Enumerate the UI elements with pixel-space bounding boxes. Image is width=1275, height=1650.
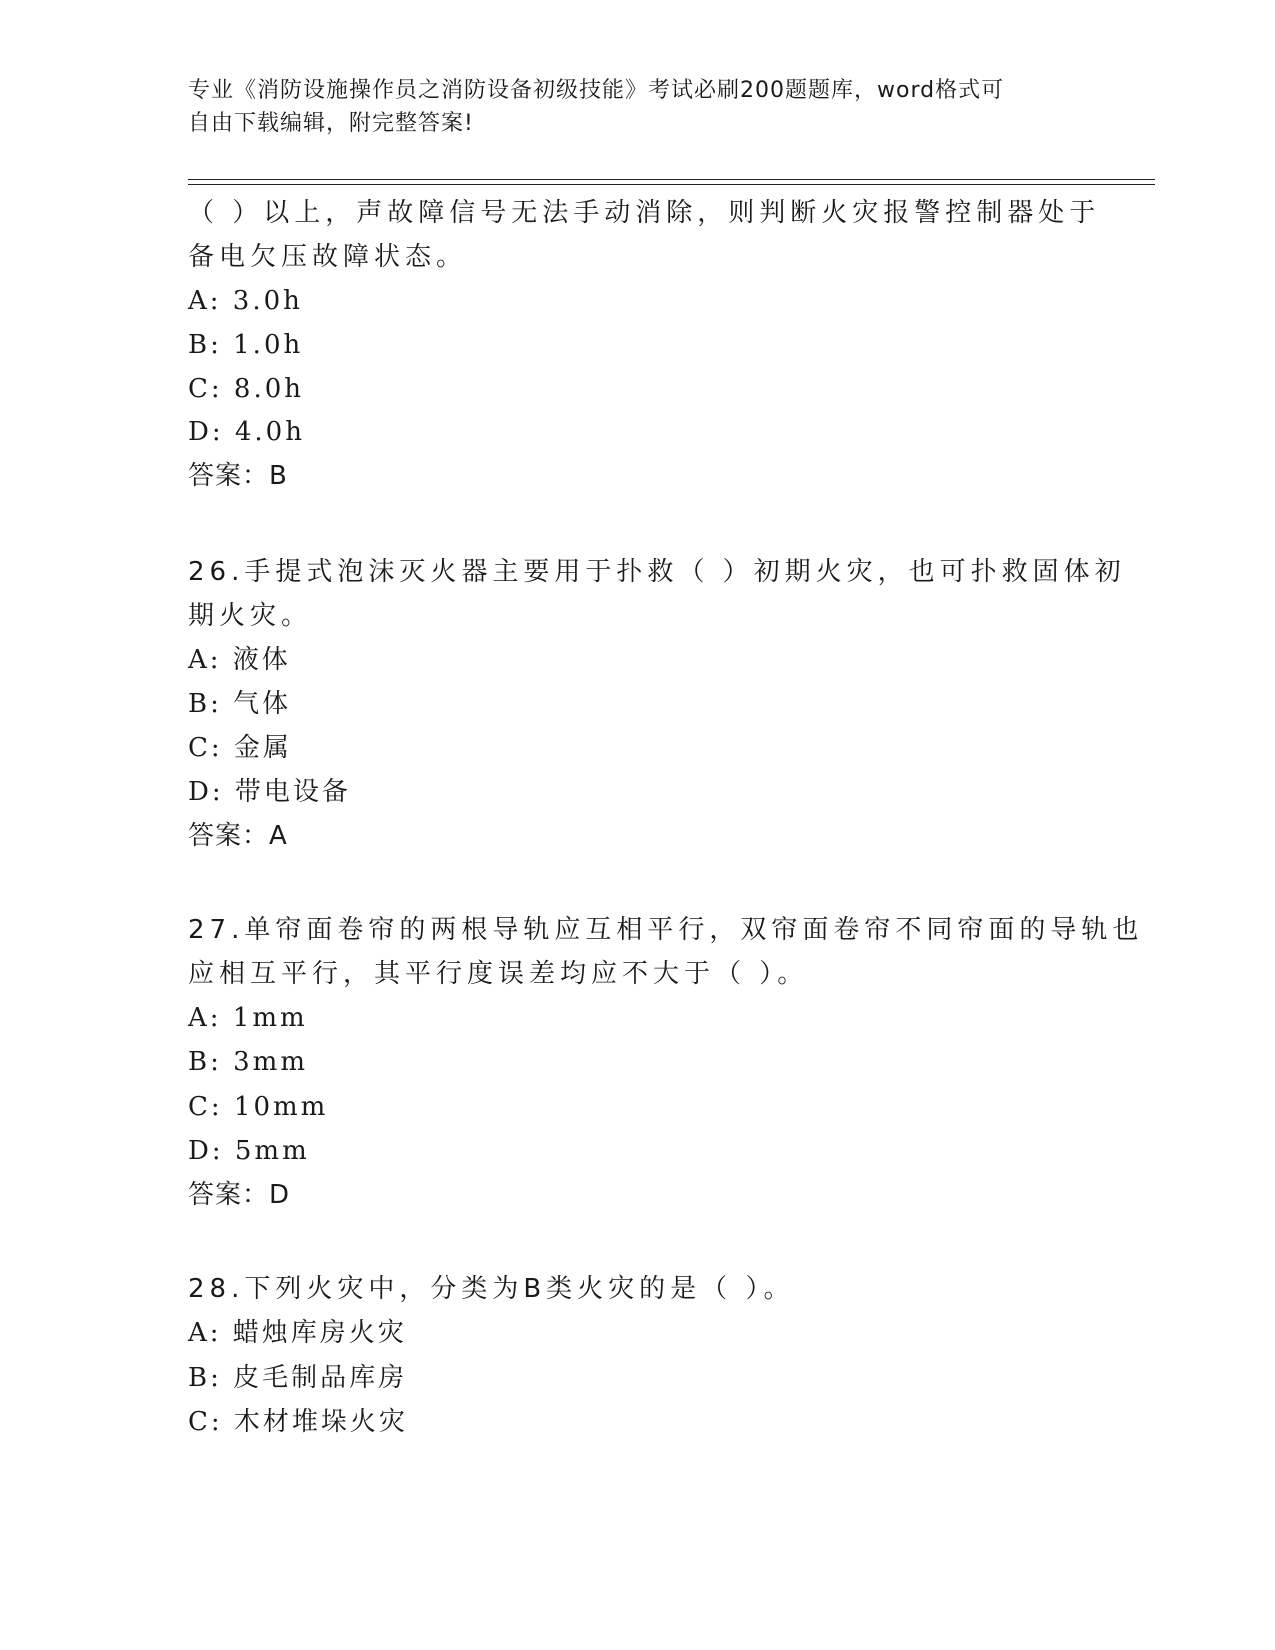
question-28-option-c: C: 木材堆垛火灾 [188,1407,408,1437]
question-26-option-c: C: 金属 [188,733,292,763]
question-27-answer: 答案：D [188,1180,291,1210]
question-25-option-a: A: 3.0h [188,286,303,316]
document-header [188,74,1088,140]
question-27-option-b: B: 3mm [188,1047,308,1077]
question-25-stem-line-1: （ ）以上，声故障信号无法手动消除，则判断火灾报警控制器处于 [188,198,1101,228]
question-25-stem-line-2: 备电欠压故障状态。 [188,242,468,272]
question-26-option-a: A: 液体 [188,645,291,675]
question-25-option-c: C: 8.0h [188,374,305,404]
header-divider-top [188,179,1155,180]
question-25-answer: 答案：B [188,461,288,491]
question-26-answer: 答案：A [188,821,288,851]
question-28-option-a: A: 蜡烛库房火灾 [188,1318,407,1348]
question-26-option-b: B: 气体 [188,689,292,719]
question-27-option-c: C: 10mm [188,1092,329,1122]
question-28-option-b: B: 皮毛制品库房 [188,1363,408,1393]
question-27-option-a: A: 1mm [188,1003,308,1033]
question-26-stem-line-2: 期火灾。 [188,601,313,631]
header-line-1: 专业《消防设施操作员之消防设备初级技能》考试必刷200题题库，word格式可 [188,78,1005,103]
question-25-option-b: B: 1.0h [188,330,304,360]
question-27-option-d: D: 5mm [188,1136,310,1166]
question-27-stem-line-1: 27.单帘面卷帘的两根导轨应互相平行，双帘面卷帘不同帘面的导轨也 [188,915,1144,945]
question-26-stem-line-1: 26.手提式泡沫灭火器主要用于扑救（ ）初期火灾，也可扑救固体初 [188,557,1126,587]
header-divider-bottom [188,184,1155,185]
question-25-option-d: D: 4.0h [188,417,305,447]
header-line-2: 自由下载编辑，附完整答案! [188,111,474,136]
question-26-option-d: D: 带电设备 [188,777,351,807]
question-27-stem-line-2: 应相互平行，其平行度误差均应不大于（ ）。 [188,959,809,989]
question-28-stem-line-1: 28.下列火灾中，分类为B类火灾的是（ ）。 [188,1274,795,1304]
